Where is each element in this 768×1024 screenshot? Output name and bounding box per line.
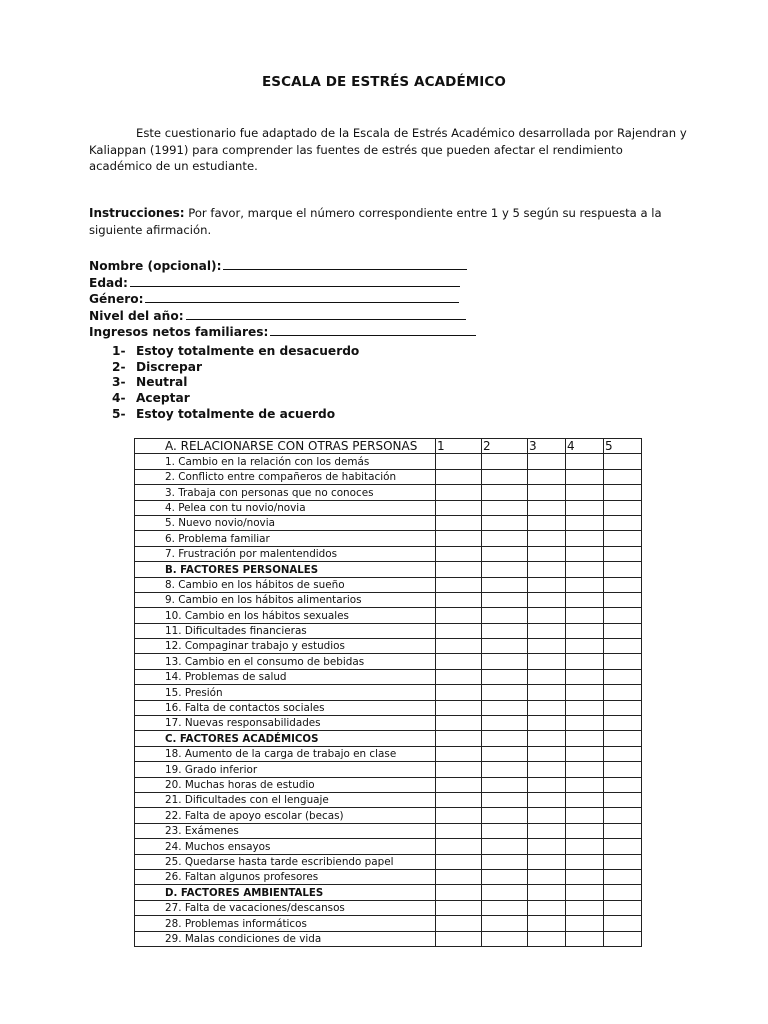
rating-cell-4[interactable] [566, 685, 604, 700]
item-label: 2. Conflicto entre compañeros de habitación [135, 469, 436, 484]
rating-cell-5[interactable] [604, 916, 642, 931]
rating-cell-2[interactable] [482, 746, 528, 761]
intro-paragraph [89, 125, 689, 175]
rating-cell-5[interactable] [604, 531, 642, 546]
field-genero [89, 291, 476, 308]
rating-cell-1[interactable] [436, 485, 482, 500]
rating-cell-1[interactable] [436, 454, 482, 469]
rating-cell-1[interactable] [436, 900, 482, 915]
rating-cell-3[interactable] [528, 808, 566, 823]
table-row [135, 531, 642, 546]
rating-cell-1[interactable] [436, 469, 482, 484]
rating-cell-3[interactable] [528, 900, 566, 915]
table-row [135, 823, 642, 838]
rating-cell-5[interactable] [604, 608, 642, 623]
section-row [135, 731, 642, 746]
table-row [135, 808, 642, 823]
rating-cell-2[interactable] [482, 500, 528, 515]
rating-cell-5[interactable] [604, 931, 642, 946]
table-row [135, 485, 642, 500]
rating-cell-1[interactable] [436, 854, 482, 869]
rating-cell-4[interactable] [566, 546, 604, 561]
rating-cell-5[interactable] [604, 654, 642, 669]
item-label: 11. Dificultades financieras [135, 623, 436, 638]
rating-cell-4[interactable] [566, 916, 604, 931]
rating-cell-4 [566, 562, 604, 577]
rating-cell-5[interactable] [604, 623, 642, 638]
rating-cell-3[interactable] [528, 854, 566, 869]
rating-cell-3[interactable] [528, 623, 566, 638]
rating-cell-1[interactable] [436, 808, 482, 823]
rating-cell-2[interactable] [482, 654, 528, 669]
section-label: B. FACTORES PERSONALES [135, 562, 436, 577]
rating-cell-1[interactable] [436, 531, 482, 546]
rating-cell-4[interactable] [566, 746, 604, 761]
table-row [135, 515, 642, 530]
table-row [135, 639, 642, 654]
item-label: 3. Trabaja con personas que no conoces [135, 485, 436, 500]
rating-cell-2[interactable] [482, 762, 528, 777]
rating-cell-1[interactable] [436, 639, 482, 654]
rating-cell-1[interactable] [436, 762, 482, 777]
rating-cell-3[interactable] [528, 577, 566, 592]
rating-cell-5[interactable] [604, 808, 642, 823]
rating-cell-4[interactable] [566, 792, 604, 807]
response-scale [112, 344, 359, 423]
rating-cell-2[interactable] [482, 515, 528, 530]
item-label: 18. Aumento de la carga de trabajo en clase [135, 746, 436, 761]
rating-cell-5[interactable] [604, 485, 642, 500]
rating-cell-2[interactable] [482, 454, 528, 469]
rating-cell-2 [482, 731, 528, 746]
rating-cell-1[interactable] [436, 623, 482, 638]
rating-cell-5[interactable] [604, 685, 642, 700]
rating-cell-2[interactable] [482, 669, 528, 684]
rating-cell-3[interactable] [528, 916, 566, 931]
rating-cell-4[interactable] [566, 469, 604, 484]
section-label: C. FACTORES ACADÉMICOS [135, 731, 436, 746]
table-row [135, 685, 642, 700]
table-row [135, 916, 642, 931]
table-row [135, 654, 642, 669]
rating-cell-5[interactable] [604, 716, 642, 731]
item-label: 4. Pelea con tu novio/novia [135, 500, 436, 515]
rating-cell-1[interactable] [436, 669, 482, 684]
rating-cell-5[interactable] [604, 577, 642, 592]
rating-cell-5[interactable] [604, 900, 642, 915]
rating-cell-2[interactable] [482, 700, 528, 715]
item-label: 21. Dificultades con el lenguaje [135, 792, 436, 807]
rating-cell-2[interactable] [482, 608, 528, 623]
table-row [135, 762, 642, 777]
rating-cell-1[interactable] [436, 700, 482, 715]
rating-cell-5[interactable] [604, 823, 642, 838]
scale-item: 2- Discrepar [112, 359, 203, 374]
rating-cell-5[interactable] [604, 854, 642, 869]
instructions [89, 205, 689, 238]
rating-cell-5[interactable] [604, 839, 642, 854]
rating-cell-2[interactable] [482, 546, 528, 561]
field-ingresos [89, 324, 476, 341]
rating-cell-1[interactable] [436, 792, 482, 807]
table-row [135, 931, 642, 946]
rating-cell-1[interactable] [436, 500, 482, 515]
table-row [135, 546, 642, 561]
rating-cell-5 [604, 885, 642, 900]
field-genero-input[interactable] [145, 291, 459, 303]
rating-cell-4[interactable] [566, 839, 604, 854]
column-header: 5 [604, 439, 642, 454]
rating-cell-3[interactable] [528, 700, 566, 715]
item-label: 9. Cambio en los hábitos alimentarios [135, 592, 436, 607]
rating-cell-3[interactable] [528, 777, 566, 792]
rating-cell-2[interactable] [482, 808, 528, 823]
rating-cell-2 [482, 885, 528, 900]
item-label: 22. Falta de apoyo escolar (becas) [135, 808, 436, 823]
rating-cell-3[interactable] [528, 792, 566, 807]
table-row [135, 577, 642, 592]
rating-cell-4[interactable] [566, 577, 604, 592]
rating-cell-4[interactable] [566, 762, 604, 777]
rating-cell-1[interactable] [436, 546, 482, 561]
table-row [135, 900, 642, 915]
rating-cell-3[interactable] [528, 654, 566, 669]
instructions-text: Por favor, marque el número correspondiente entre 1 y 5 según su respuesta a la siguiente afirmación. [89, 206, 662, 237]
table-row [135, 592, 642, 607]
item-label: 24. Muchos ensayos [135, 839, 436, 854]
column-header: 4 [566, 439, 604, 454]
rating-cell-5[interactable] [604, 762, 642, 777]
field-label: Ingresos netos familiares: [89, 325, 269, 340]
rating-cell-4[interactable] [566, 654, 604, 669]
document-title: ESCALA DE ESTRÉS ACADÉMICO [261, 74, 507, 90]
rating-cell-4 [566, 885, 604, 900]
field-label: Nivel del año: [89, 308, 184, 323]
rating-cell-2[interactable] [482, 623, 528, 638]
rating-cell-2[interactable] [482, 577, 528, 592]
item-label: 8. Cambio en los hábitos de sueño [135, 577, 436, 592]
rating-cell-5[interactable] [604, 669, 642, 684]
rating-cell-2[interactable] [482, 592, 528, 607]
field-label: Nombre (opcional): [89, 259, 222, 273]
section-label: D. FACTORES AMBIENTALES [135, 885, 436, 900]
rating-cell-5[interactable] [604, 700, 642, 715]
rating-cell-5[interactable] [604, 869, 642, 884]
rating-cell-3[interactable] [528, 869, 566, 884]
rating-cell-1[interactable] [436, 869, 482, 884]
rating-cell-2[interactable] [482, 900, 528, 915]
rating-cell-3[interactable] [528, 515, 566, 530]
rating-cell-5 [604, 731, 642, 746]
item-label: 16. Falta de contactos sociales [135, 700, 436, 715]
rating-cell-4[interactable] [566, 485, 604, 500]
rating-cell-1[interactable] [436, 823, 482, 838]
rating-cell-3 [528, 562, 566, 577]
rating-cell-4[interactable] [566, 808, 604, 823]
table-row [135, 454, 642, 469]
rating-cell-4[interactable] [566, 608, 604, 623]
rating-cell-4[interactable] [566, 900, 604, 915]
scale-item: 3- Neutral [112, 375, 188, 390]
rating-cell-1[interactable] [436, 916, 482, 931]
table-header-row [135, 439, 642, 454]
table-row [135, 700, 642, 715]
field-label: Edad: [89, 275, 128, 290]
rating-cell-2 [482, 562, 528, 577]
rating-cell-4[interactable] [566, 777, 604, 792]
item-label: 12. Compaginar trabajo y estudios [135, 639, 436, 654]
field-nombre [89, 258, 476, 275]
rating-cell-1 [436, 562, 482, 577]
item-label: 6. Problema familiar [135, 531, 436, 546]
rating-cell-3[interactable] [528, 823, 566, 838]
rating-cell-4[interactable] [566, 639, 604, 654]
item-label: 23. Exámenes [135, 823, 436, 838]
rating-cell-2[interactable] [482, 639, 528, 654]
field-nombre-input[interactable] [223, 258, 467, 270]
instructions-label: Instrucciones: [89, 206, 185, 220]
rating-cell-1 [436, 885, 482, 900]
rating-cell-1[interactable] [436, 592, 482, 607]
item-label: 28. Problemas informáticos [135, 916, 436, 931]
rating-cell-1[interactable] [436, 931, 482, 946]
table-row [135, 500, 642, 515]
intro-text: Este cuestionario fue adaptado de la Escala de Estrés Académico desarrollada por Rajendran y Kaliappan (1991) para comprender las fuentes de estrés que pueden afectar el rendimiento académico de un estudiante. [89, 126, 687, 173]
table-row [135, 777, 642, 792]
rating-cell-1[interactable] [436, 839, 482, 854]
scale-item: 5- Estoy totalmente de acuerdo [112, 406, 336, 421]
rating-cell-2[interactable] [482, 823, 528, 838]
rating-cell-2[interactable] [482, 869, 528, 884]
item-label: 17. Nuevas responsabilidades [135, 716, 436, 731]
scale-item: 1- Estoy totalmente en desacuerdo [112, 344, 360, 358]
rating-cell-4[interactable] [566, 869, 604, 884]
field-nivel [89, 308, 476, 325]
rating-cell-3[interactable] [528, 531, 566, 546]
rating-cell-2[interactable] [482, 916, 528, 931]
section-row [135, 562, 642, 577]
item-label: 26. Faltan algunos profesores [135, 869, 436, 884]
rating-cell-3[interactable] [528, 500, 566, 515]
rating-cell-3[interactable] [528, 669, 566, 684]
rating-cell-3[interactable] [528, 762, 566, 777]
table-row [135, 469, 642, 484]
section-header: A. RELACIONARSE CON OTRAS PERSONAS [135, 439, 436, 454]
rating-cell-5[interactable] [604, 792, 642, 807]
rating-cell-4[interactable] [566, 854, 604, 869]
stress-survey-table [134, 438, 642, 947]
rating-cell-4[interactable] [566, 669, 604, 684]
respondent-fields [89, 258, 476, 341]
table-row [135, 746, 642, 761]
rating-cell-3[interactable] [528, 592, 566, 607]
rating-cell-5[interactable] [604, 469, 642, 484]
rating-cell-3[interactable] [528, 469, 566, 484]
rating-cell-1[interactable] [436, 746, 482, 761]
rating-cell-2[interactable] [482, 685, 528, 700]
item-label: 14. Problemas de salud [135, 669, 436, 684]
rating-cell-2[interactable] [482, 485, 528, 500]
field-ingresos-input[interactable] [270, 324, 476, 336]
field-nivel-input[interactable] [186, 308, 466, 320]
rating-cell-4[interactable] [566, 931, 604, 946]
rating-cell-3[interactable] [528, 454, 566, 469]
rating-cell-3 [528, 731, 566, 746]
rating-cell-5[interactable] [604, 777, 642, 792]
rating-cell-5[interactable] [604, 746, 642, 761]
rating-cell-2[interactable] [482, 531, 528, 546]
item-label: 5. Nuevo novio/novia [135, 515, 436, 530]
rating-cell-1[interactable] [436, 777, 482, 792]
rating-cell-4[interactable] [566, 823, 604, 838]
rating-cell-3[interactable] [528, 839, 566, 854]
item-label: 7. Frustración por malentendidos [135, 546, 436, 561]
item-label: 13. Cambio en el consumo de bebidas [135, 654, 436, 669]
field-edad [89, 275, 476, 292]
rating-cell-1[interactable] [436, 716, 482, 731]
table-row [135, 716, 642, 731]
item-label: 1. Cambio en la relación con los demás [135, 454, 436, 469]
rating-cell-4[interactable] [566, 531, 604, 546]
table-row [135, 669, 642, 684]
rating-cell-5 [604, 562, 642, 577]
column-header: 3 [528, 439, 566, 454]
rating-cell-5[interactable] [604, 454, 642, 469]
rating-cell-5[interactable] [604, 639, 642, 654]
rating-cell-1[interactable] [436, 515, 482, 530]
rating-cell-1[interactable] [436, 577, 482, 592]
rating-cell-2[interactable] [482, 931, 528, 946]
rating-cell-3[interactable] [528, 485, 566, 500]
rating-cell-3 [528, 885, 566, 900]
rating-cell-3[interactable] [528, 546, 566, 561]
section-row [135, 885, 642, 900]
rating-cell-4[interactable] [566, 716, 604, 731]
rating-cell-2[interactable] [482, 854, 528, 869]
table-row [135, 792, 642, 807]
table-row [135, 608, 642, 623]
scale-item: 4- Aceptar [112, 391, 190, 406]
item-label: 19. Grado inferior [135, 762, 436, 777]
rating-cell-3[interactable] [528, 716, 566, 731]
rating-cell-3[interactable] [528, 608, 566, 623]
item-label: 27. Falta de vacaciones/descansos [135, 900, 436, 915]
rating-cell-2[interactable] [482, 839, 528, 854]
rating-cell-1 [436, 731, 482, 746]
rating-cell-1[interactable] [436, 608, 482, 623]
rating-cell-4[interactable] [566, 515, 604, 530]
rating-cell-1[interactable] [436, 685, 482, 700]
field-label: Género: [89, 292, 144, 307]
rating-cell-5[interactable] [604, 515, 642, 530]
rating-cell-4[interactable] [566, 592, 604, 607]
item-label: 29. Malas condiciones de vida [135, 931, 436, 946]
rating-cell-4[interactable] [566, 623, 604, 638]
rating-cell-3[interactable] [528, 639, 566, 654]
rating-cell-5[interactable] [604, 500, 642, 515]
rating-cell-4[interactable] [566, 500, 604, 515]
rating-cell-3[interactable] [528, 746, 566, 761]
table-row [135, 623, 642, 638]
rating-cell-4 [566, 731, 604, 746]
column-header: 1 [436, 439, 482, 454]
rating-cell-4[interactable] [566, 700, 604, 715]
table-row [135, 839, 642, 854]
rating-cell-3[interactable] [528, 685, 566, 700]
rating-cell-2[interactable] [482, 777, 528, 792]
rating-cell-5[interactable] [604, 546, 642, 561]
table-row [135, 854, 642, 869]
table-row [135, 869, 642, 884]
rating-cell-2[interactable] [482, 469, 528, 484]
item-label: 25. Quedarse hasta tarde escribiendo papel [135, 854, 436, 869]
column-header: 2 [482, 439, 528, 454]
rating-cell-2[interactable] [482, 716, 528, 731]
item-label: 20. Muchas horas de estudio [135, 777, 436, 792]
rating-cell-3[interactable] [528, 931, 566, 946]
rating-cell-2[interactable] [482, 792, 528, 807]
field-edad-input[interactable] [130, 275, 460, 287]
rating-cell-1[interactable] [436, 654, 482, 669]
rating-cell-5[interactable] [604, 592, 642, 607]
item-label: 10. Cambio en los hábitos sexuales [135, 608, 436, 623]
rating-cell-4[interactable] [566, 454, 604, 469]
item-label: 15. Presión [135, 685, 436, 700]
